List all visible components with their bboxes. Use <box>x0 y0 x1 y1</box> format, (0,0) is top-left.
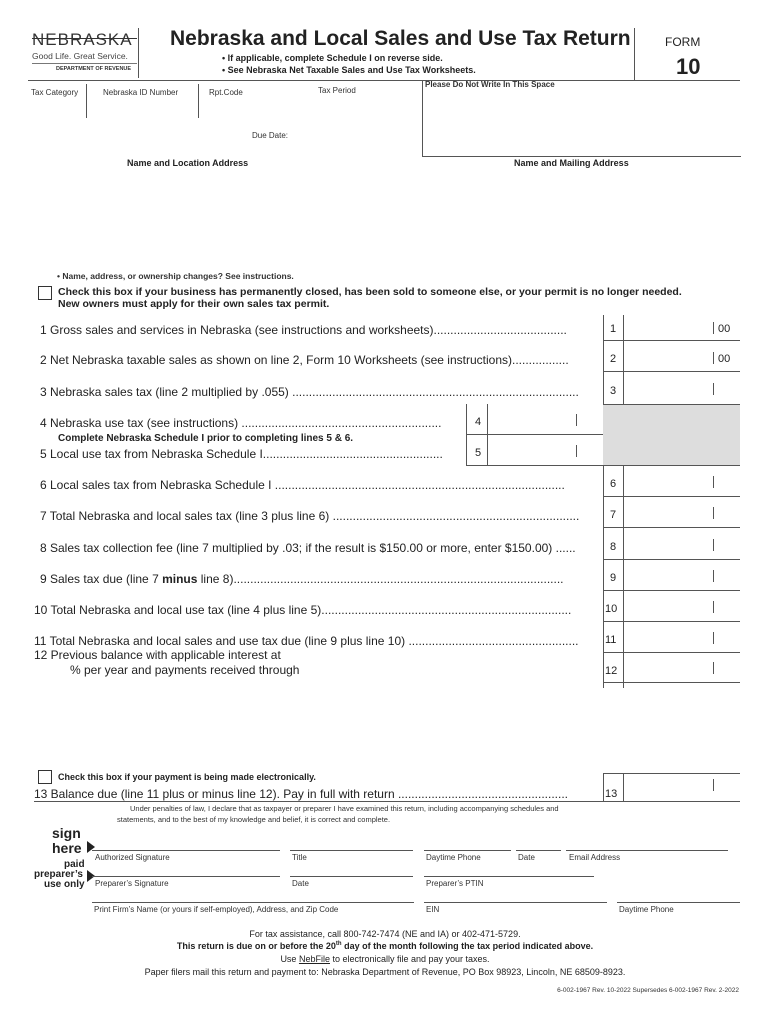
form-title: Nebraska and Local Sales and Use Tax Return <box>170 27 631 50</box>
line-3-cents-divider <box>713 383 714 395</box>
new-owners-text: New owners must apply for their own sales tax permit. <box>58 298 330 310</box>
line-10-rule <box>603 621 740 622</box>
firm-name-label: Print Firm’s Name (or yours if self-employed), Address, and Zip Code <box>94 905 339 914</box>
authorized-signature-line[interactable] <box>92 850 280 851</box>
line-3-rule <box>603 404 740 405</box>
nebraska-id-label: Nebraska ID Number <box>103 88 179 97</box>
line-9-label-pre: 9 Sales tax due (line 7 <box>40 572 163 586</box>
line-3-label: 3 Nebraska sales tax (line 2 multiplied by .055) ...................................................................................... <box>40 385 579 399</box>
line-13-cents-divider <box>713 779 714 791</box>
line-11-label: 11 Total Nebraska and local sales and use tax due (line 9 plus line 10) ................................................... <box>34 634 579 648</box>
line-12-cents-divider <box>713 662 714 674</box>
line-11-rule <box>603 652 740 653</box>
business-closed-checkbox[interactable] <box>38 286 52 300</box>
here-label: here <box>52 840 82 856</box>
firm-phone-label: Daytime Phone <box>619 905 674 914</box>
line-5-rule <box>466 465 740 466</box>
logo-tagline: Good Life. Great Service. <box>32 51 128 61</box>
line-3-amount-input[interactable] <box>626 380 712 400</box>
line-10-cents-divider <box>713 601 714 613</box>
line-4-cents-divider <box>576 414 577 426</box>
preparers-label: preparer’s <box>34 869 83 880</box>
date-label: Date <box>518 853 535 862</box>
ein-line[interactable] <box>424 902 607 903</box>
logo-rule <box>32 63 137 64</box>
due-text-pre: This return is due on or before the 20 <box>176 941 336 951</box>
daytime-phone-label: Daytime Phone <box>426 853 481 862</box>
line-6-rule <box>603 496 740 497</box>
line-4-amount-input[interactable] <box>490 410 574 430</box>
line-10-amount-input[interactable] <box>626 599 712 619</box>
tax-period-label: Tax Period <box>318 86 356 95</box>
sign-arrow-icon <box>87 841 95 853</box>
paid-label: paid <box>64 859 85 870</box>
email-line[interactable] <box>566 850 728 851</box>
logo-underline <box>32 38 137 39</box>
tax-category-label: Tax Category <box>31 88 79 97</box>
line-4-label: 4 Nebraska use tax (see instructions) ............................................................ <box>40 416 442 430</box>
line-10-label: 10 Total Nebraska and local use tax (line 4 plus line 5)........................................................................... <box>34 603 572 617</box>
firm-name-line[interactable] <box>92 902 414 903</box>
line-2-cents: 00 <box>718 353 731 365</box>
instruction-bullet-2: • See Nebraska Net Taxable Sales and Use Tax Worksheets. <box>222 65 476 75</box>
use-only-label: use only <box>44 879 85 890</box>
line-6-amount-input[interactable] <box>626 474 712 494</box>
declaration-line-1: Under penalties of law, I declare that as taxpayer or preparer I have examined this return, including accompanying schedules and <box>130 804 559 813</box>
electronic-payment-checkbox[interactable] <box>38 770 52 784</box>
email-label: Email Address <box>569 853 621 862</box>
title-label: Title <box>292 853 307 862</box>
due-text-sup: th <box>335 941 342 947</box>
sign-label: sign <box>52 825 81 841</box>
nebfile-notice <box>0 954 770 964</box>
name-location-label: Name and Location Address <box>127 158 249 168</box>
schedule-note: Complete Nebraska Schedule I prior to completing lines 5 & 6. <box>58 433 354 444</box>
preparer-date-label: Date <box>292 879 309 888</box>
line-1-label: 1 Gross sales and services in Nebraska (see instructions and worksheets)........................................ <box>40 323 567 337</box>
line-12-label-b: % per year and payments received through <box>70 663 300 677</box>
line-9-amount-input[interactable] <box>626 568 712 588</box>
business-closed-text: Check this box if your business has permanently closed, has been sold to someone else, or your permit is no longer needed. <box>58 286 682 298</box>
daytime-phone-line[interactable] <box>424 850 511 851</box>
preparer-ptin-line[interactable] <box>424 876 594 877</box>
logo-department: DEPARTMENT OF REVENUE <box>56 66 132 72</box>
use-text-post: to electronically file and pay your taxes. <box>329 954 490 964</box>
shaded-box-4-5 <box>603 405 740 465</box>
line-5-cents-divider <box>576 445 577 457</box>
use-text-pre: Use <box>280 954 299 964</box>
line-13-label: 13 Balance due (line 11 plus or minus line 12). Pay in full with return ................................................... <box>34 787 569 801</box>
due-date-notice <box>0 941 770 951</box>
line-8-label: 8 Sales tax collection fee (line 7 multiplied by .03; if the result is $150.00 or more, enter $150.00) ...... <box>40 541 576 555</box>
form-label: FORM <box>665 35 701 49</box>
do-not-write-label: Please Do Not Write In This Space <box>425 80 555 89</box>
mailing-instructions: Paper filers mail this return and payment to: Nebraska Department of Revenue, PO Box 98923, Lincoln, NE 68509-8923. <box>144 967 626 977</box>
line-2-cents-divider <box>713 352 714 364</box>
line-1-amount-input[interactable] <box>626 318 712 338</box>
line-9-label-post: line 8)................................................................................................... <box>197 572 564 586</box>
line-10-number: 10 <box>605 603 618 615</box>
header-divider-left <box>138 28 139 78</box>
name-mailing-label: Name and Mailing Address <box>514 158 629 168</box>
line-6-cents-divider <box>713 476 714 488</box>
line-6-number: 6 <box>610 478 617 490</box>
preparer-ptin-label: Preparer’s PTIN <box>426 879 484 888</box>
rpt-code-label: Rpt.Code <box>209 88 243 97</box>
preparer-date-line[interactable] <box>290 876 413 877</box>
date-line[interactable] <box>516 850 561 851</box>
line-9-number: 9 <box>610 572 617 584</box>
line-11-number: 11 <box>605 634 617 646</box>
line-13-top-rule <box>603 773 740 774</box>
authorized-signature-label: Authorized Signature <box>95 853 170 862</box>
line-11-cents-divider <box>713 632 714 644</box>
revision-number: 6-002-1967 Rev. 10-2022 Supersedes 6-002-1967 Rev. 2-2022 <box>557 987 739 994</box>
do-not-write-box <box>422 80 741 157</box>
line-13-num-rule <box>623 773 624 801</box>
line-1-rule <box>603 340 740 341</box>
line-13-bottom-rule <box>34 801 740 802</box>
line-8-amount-input[interactable] <box>626 537 712 557</box>
logo-wordmark: NEBRASKA <box>32 30 133 49</box>
divider-tax-category <box>86 84 87 118</box>
line-2-rule <box>603 371 740 372</box>
line-3-number: 3 <box>610 385 617 397</box>
line-12-amount-input[interactable] <box>626 658 712 678</box>
line-1-number: 1 <box>610 323 617 335</box>
preparer-signature-line[interactable] <box>92 876 280 877</box>
ein-label: EIN <box>426 905 440 914</box>
form-number: 10 <box>676 54 701 79</box>
line-7-amount-input[interactable] <box>626 505 712 525</box>
divider-id <box>198 84 199 118</box>
electronic-payment-text: Check this box if your payment is being made electronically. <box>58 772 316 782</box>
header-divider-right <box>634 28 635 80</box>
line-4-number: 4 <box>475 416 482 428</box>
declaration-line-2: statements, and to the best of my knowledge and belief, it is correct and complete. <box>117 815 391 824</box>
tax-assistance-text: For tax assistance, call 800-742-7474 (NE and IA) or 402-471-5729. <box>249 929 521 939</box>
line-7-number: 7 <box>610 509 617 521</box>
line-1-cents: 00 <box>718 323 731 335</box>
line-11-amount-input[interactable] <box>626 630 712 650</box>
preparer-signature-label: Preparer’s Signature <box>95 879 169 888</box>
due-text-post: day of the month following the tax period indicated above. <box>341 941 594 951</box>
line-5-number: 5 <box>475 447 482 459</box>
line-7-cents-divider <box>713 507 714 519</box>
line-12-label: 12 Previous balance with applicable interest at <box>34 648 281 662</box>
line-5-amount-input[interactable] <box>490 441 574 461</box>
line-13-left-rule <box>603 773 604 801</box>
line-7-label: 7 Total Nebraska and local sales tax (line 3 plus line 6) .......................................................................... <box>40 509 580 523</box>
line-7-rule <box>603 527 740 528</box>
line-8-rule <box>603 559 740 560</box>
line-6-label: 6 Local sales tax from Nebraska Schedule I ....................................................................................... <box>40 478 565 492</box>
line-13-number: 13 <box>605 788 618 800</box>
line-13-amount-input[interactable] <box>626 778 712 798</box>
line-8-number: 8 <box>610 541 617 553</box>
line-12-number: 12 <box>605 665 618 677</box>
instruction-bullet-1: • If applicable, complete Schedule I on reverse side. <box>222 53 443 63</box>
line-2-number: 2 <box>610 353 617 365</box>
title-line[interactable] <box>290 850 413 851</box>
line-9-cents-divider <box>713 570 714 582</box>
line-1-cents-divider <box>713 322 714 334</box>
line-9-rule <box>603 590 740 591</box>
nebfile-link[interactable]: NebFile <box>298 954 330 964</box>
line-4-rule <box>466 434 603 435</box>
line-5-label: 5 Local use tax from Nebraska Schedule I...................................................... <box>40 447 443 461</box>
ownership-changes-note: • Name, address, or ownership changes? See instructions. <box>57 271 294 281</box>
line-2-amount-input[interactable] <box>626 348 712 368</box>
line-2-label: 2 Net Nebraska taxable sales as shown on line 2, Form 10 Worksheets (see instructions)................. <box>40 353 569 367</box>
line-9-label-bold: minus <box>162 572 198 586</box>
due-date-label: Due Date: <box>252 131 289 140</box>
line-8-cents-divider <box>713 539 714 551</box>
line-9-label <box>40 572 564 586</box>
line-12-rule <box>603 682 740 683</box>
firm-phone-line[interactable] <box>617 902 740 903</box>
